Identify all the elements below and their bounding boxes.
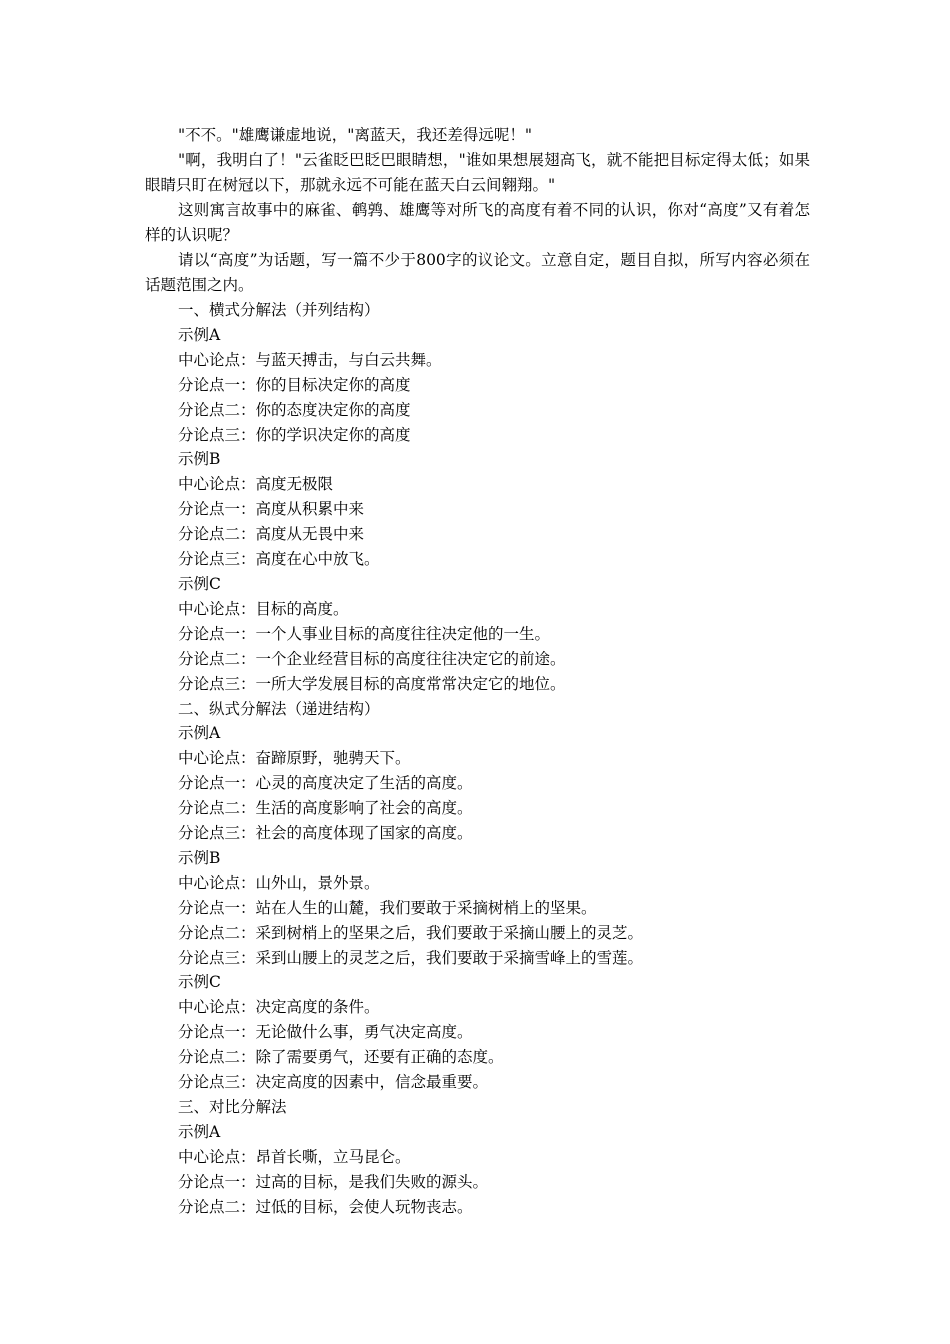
example-label: 示例A (178, 724, 221, 743)
sub-argument: 分论点二：一个企业经营目标的高度往往决定它的前途。 (178, 649, 566, 668)
sub-argument: 分论点三：采到山腰上的灵芝之后，我们要敢于采摘雪峰上的雪莲。 (178, 948, 644, 967)
central-argument: 中心论点：奋蹄原野，驰骋天下。 (178, 749, 411, 768)
sub-argument: 分论点一：高度从积累中来 (178, 500, 365, 519)
example-label: 示例C (178, 973, 221, 992)
example-label: 示例A (178, 325, 221, 344)
section-heading: 一、横式分解法（并列结构） (178, 301, 380, 319)
sub-argument: 分论点三：社会的高度体现了国家的高度。 (178, 824, 473, 843)
sub-argument: 分论点二：除了需要勇气，还要有正确的态度。 (178, 1048, 504, 1067)
example-label: 示例A (178, 1122, 221, 1141)
sub-argument: 分论点三：一所大学发展目标的高度常常决定它的地位。 (178, 674, 566, 693)
section-heading: 三、对比分解法 (178, 1098, 287, 1116)
sub-argument: 分论点一：过高的目标，是我们失败的源头。 (178, 1172, 489, 1191)
example-label: 示例B (178, 848, 221, 867)
central-argument: 中心论点：目标的高度。 (178, 599, 349, 618)
sub-argument: 分论点一：一个人事业目标的高度往往决定他的一生。 (178, 624, 551, 643)
sub-argument: 分论点三：你的学识决定你的高度 (178, 425, 411, 444)
central-argument: 中心论点：山外山，景外景。 (178, 873, 380, 892)
central-argument: 中心论点：昂首长嘶，立马昆仑。 (178, 1147, 411, 1166)
central-argument: 中心论点：高度无极限 (178, 475, 334, 494)
sub-argument: 分论点二：高度从无畏中来 (178, 525, 365, 544)
sub-argument: 分论点一：站在人生的山麓，我们要敢于采摘树梢上的坚果。 (178, 898, 597, 917)
paragraph: "啊，我明白了！"云雀眨巴眨巴眼睛想，"谁如果想展翅高飞，就不能把目标定得太低；如果眼睛只盯在树冠以下，那就永远不可能在蓝天白云间翱翔。" (145, 151, 810, 194)
central-argument: 中心论点：与蓝天搏击，与白云共舞。 (178, 350, 442, 369)
document-body (145, 123, 810, 1220)
paragraph: 这则寓言故事中的麻雀、鹌鹑、雄鹰等对所飞的高度有着不同的认识，你对“高度”又有着怎样的认识呢？ (145, 201, 810, 244)
sub-argument: 分论点三：高度在心中放飞。 (178, 550, 380, 569)
example-label: 示例B (178, 450, 221, 469)
sub-argument: 分论点一：心灵的高度决定了生活的高度。 (178, 774, 473, 793)
sub-argument: 分论点一：无论做什么事，勇气决定高度。 (178, 1023, 473, 1042)
sub-argument: 分论点二：你的态度决定你的高度 (178, 400, 411, 419)
paragraph: "不不。"雄鹰谦虚地说，"离蓝天，我还差得远呢！" (178, 126, 533, 144)
section-heading: 二、纵式分解法（递进结构） (178, 699, 380, 718)
sub-argument: 分论点二：采到树梢上的坚果之后，我们要敢于采摘山腰上的灵芝。 (178, 923, 644, 942)
central-argument: 中心论点：决定高度的条件。 (178, 998, 380, 1017)
sub-argument: 分论点二：生活的高度影响了社会的高度。 (178, 799, 473, 818)
sub-argument: 分论点三：决定高度的因素中，信念最重要。 (178, 1073, 489, 1092)
sub-argument: 分论点一：你的目标决定你的高度 (178, 375, 411, 394)
example-label: 示例C (178, 574, 221, 593)
sub-argument: 分论点二：过低的目标，会使人玩物丧志。 (178, 1197, 473, 1216)
paragraph: 请以“高度”为话题，写一篇不少于800字的议论文。立意自定，题目自拟，所写内容必须在话题范围之内。 (145, 251, 810, 294)
